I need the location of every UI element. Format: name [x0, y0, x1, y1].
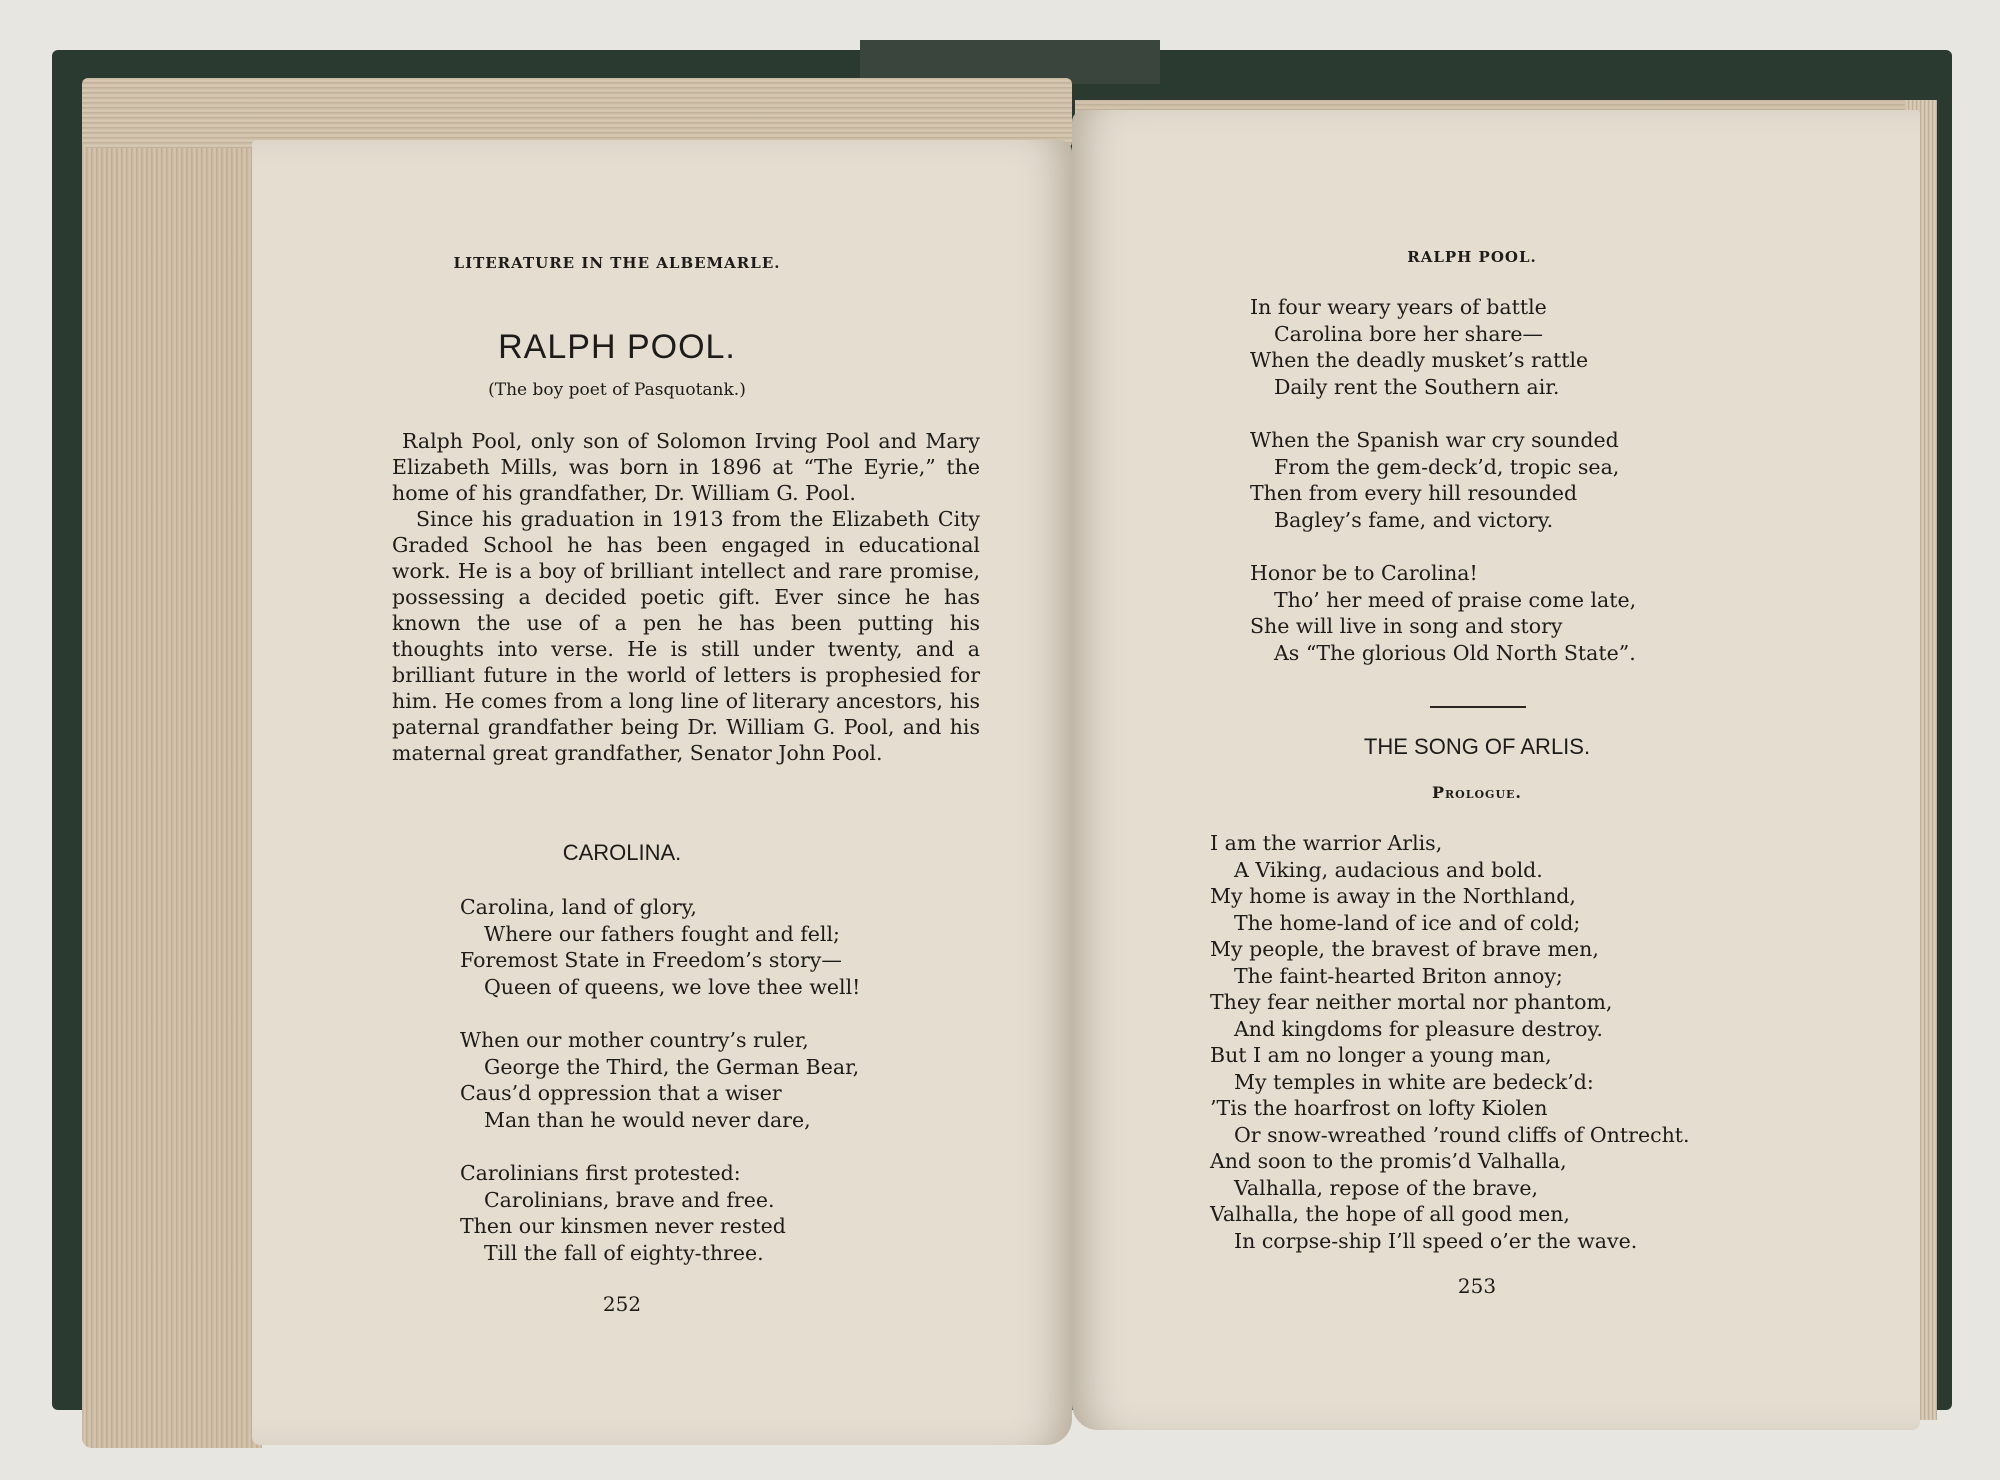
- poem-line: When the deadly musket’s rattle: [1250, 348, 1589, 372]
- poem-line: Then from every hill resounded: [1250, 481, 1578, 505]
- stanza: [1250, 294, 1636, 400]
- section-divider: [1430, 706, 1526, 708]
- poem-line: I am the warrior Arlis,: [1210, 831, 1443, 855]
- poem-line: Or snow-wreathed ’round cliffs of Ontrecht.: [1234, 1122, 1690, 1147]
- stanza: [460, 1160, 860, 1266]
- poem-line: Tho’ her meed of praise come late,: [1274, 587, 1637, 612]
- poem-line: When our mother country’s ruler,: [460, 1028, 809, 1052]
- poem-carolina-continued: [1250, 294, 1636, 693]
- poem-line: As “The glorious Old North State”.: [1274, 640, 1636, 665]
- stanza: [460, 1027, 860, 1133]
- poem-line: Carolina, land of glory,: [460, 895, 697, 919]
- poem-line: From the gem-deck’d, tropic sea,: [1274, 454, 1620, 479]
- song-of-arlis: [1210, 830, 1690, 1254]
- bio-paragraph: Since his graduation in 1913 from the Elizabeth City Graded School he has been engaged in educational work. He is a boy of brilliant intellect and rare promise, possessing a decided poetic gift. Ever since he has known the use of a pen he has been putting his thoughts into verse. He is still under twenty, and a brilliant future in the world of letters is prophesied for him. He comes from a long line of literary ancestors, his paternal grandfather being Dr. William G. Pool, and his maternal great grandfather, Senator John Pool.: [392, 507, 980, 765]
- poem-line: Carolina bore her share—: [1274, 321, 1544, 346]
- right-page: [1072, 110, 1920, 1430]
- song-title: THE SONG OF ARLIS.: [1363, 734, 1591, 759]
- poem-line: Man than he would never dare,: [484, 1107, 811, 1132]
- poem-title: CAROLINA.: [562, 840, 682, 865]
- stanza: [460, 894, 860, 1000]
- poem-line: Where our fathers fought and fell;: [484, 921, 840, 946]
- poem-line: When the Spanish war cry sounded: [1250, 428, 1619, 452]
- stanza: [1250, 560, 1636, 666]
- poem-line: George the Third, the German Bear,: [484, 1054, 860, 1079]
- poem-line: ’Tis the hoarfrost on lofty Kiolen: [1210, 1096, 1548, 1120]
- poem-line: Carolinians, brave and free.: [484, 1187, 775, 1212]
- poem-line: My people, the bravest of brave men,: [1210, 937, 1599, 961]
- poem-line: In four weary years of battle: [1250, 295, 1547, 319]
- poem-line: Bagley’s fame, and victory.: [1274, 507, 1554, 532]
- poem-line: Daily rent the Southern air.: [1274, 374, 1560, 399]
- left-page: [252, 140, 1072, 1445]
- running-head: RALPH POOL.: [1407, 248, 1537, 266]
- poem-line: Till the fall of eighty-three.: [484, 1240, 764, 1265]
- stanza: [1250, 427, 1636, 533]
- poem-line: Then our kinsmen never rested: [460, 1214, 786, 1238]
- poem-line: Foremost State in Freedom’s story—: [460, 948, 842, 972]
- page-subtitle: (The boy poet of Pasquotank.): [488, 380, 746, 400]
- poem-line: Caus’d oppression that a wiser: [460, 1081, 782, 1105]
- poem-line: But I am no longer a young man,: [1210, 1043, 1552, 1067]
- page-edges-top-left: [82, 78, 1072, 148]
- poem-line: Valhalla, the hope of all good men,: [1210, 1202, 1570, 1226]
- page-edges-left: [82, 78, 262, 1448]
- page-number: 252: [602, 1292, 642, 1316]
- bio-paragraph: Ralph Pool, only son of Solomon Irving Pool and Mary Elizabeth Mills, was born in 1896 at “The Eyrie,” the home of his grandfather, Dr. William G. Pool.: [392, 429, 980, 505]
- biography: [392, 428, 980, 766]
- prologue-label: Prologue.: [1431, 783, 1522, 802]
- poem-line: In corpse-ship I’ll speed o’er the wave.: [1234, 1228, 1638, 1253]
- poem-line: The faint-hearted Briton annoy;: [1234, 963, 1563, 988]
- poem-line: Carolinians first protested:: [460, 1161, 741, 1185]
- poem-line: And soon to the promis’d Valhalla,: [1210, 1149, 1567, 1173]
- poem-line: A Viking, audacious and bold.: [1234, 857, 1543, 882]
- poem-line: And kingdoms for pleasure destroy.: [1234, 1016, 1603, 1041]
- poem-line: Honor be to Carolina!: [1250, 561, 1478, 585]
- running-head: LITERATURE IN THE ALBEMARLE.: [453, 254, 781, 272]
- poem-line: She will live in song and story: [1250, 614, 1563, 638]
- poem-line: They fear neither mortal nor phantom,: [1210, 990, 1613, 1014]
- page-title: RALPH POOL.: [498, 328, 736, 366]
- poem-line: My temples in white are bedeck’d:: [1234, 1069, 1594, 1094]
- page-number: 253: [1457, 1274, 1497, 1298]
- poem-line: The home-land of ice and of cold;: [1234, 910, 1581, 935]
- poem-line: My home is away in the Northland,: [1210, 884, 1576, 908]
- poem-carolina: [460, 894, 860, 1293]
- poem-line: Queen of queens, we love thee well!: [484, 974, 861, 999]
- poem-line: Valhalla, repose of the brave,: [1234, 1175, 1538, 1200]
